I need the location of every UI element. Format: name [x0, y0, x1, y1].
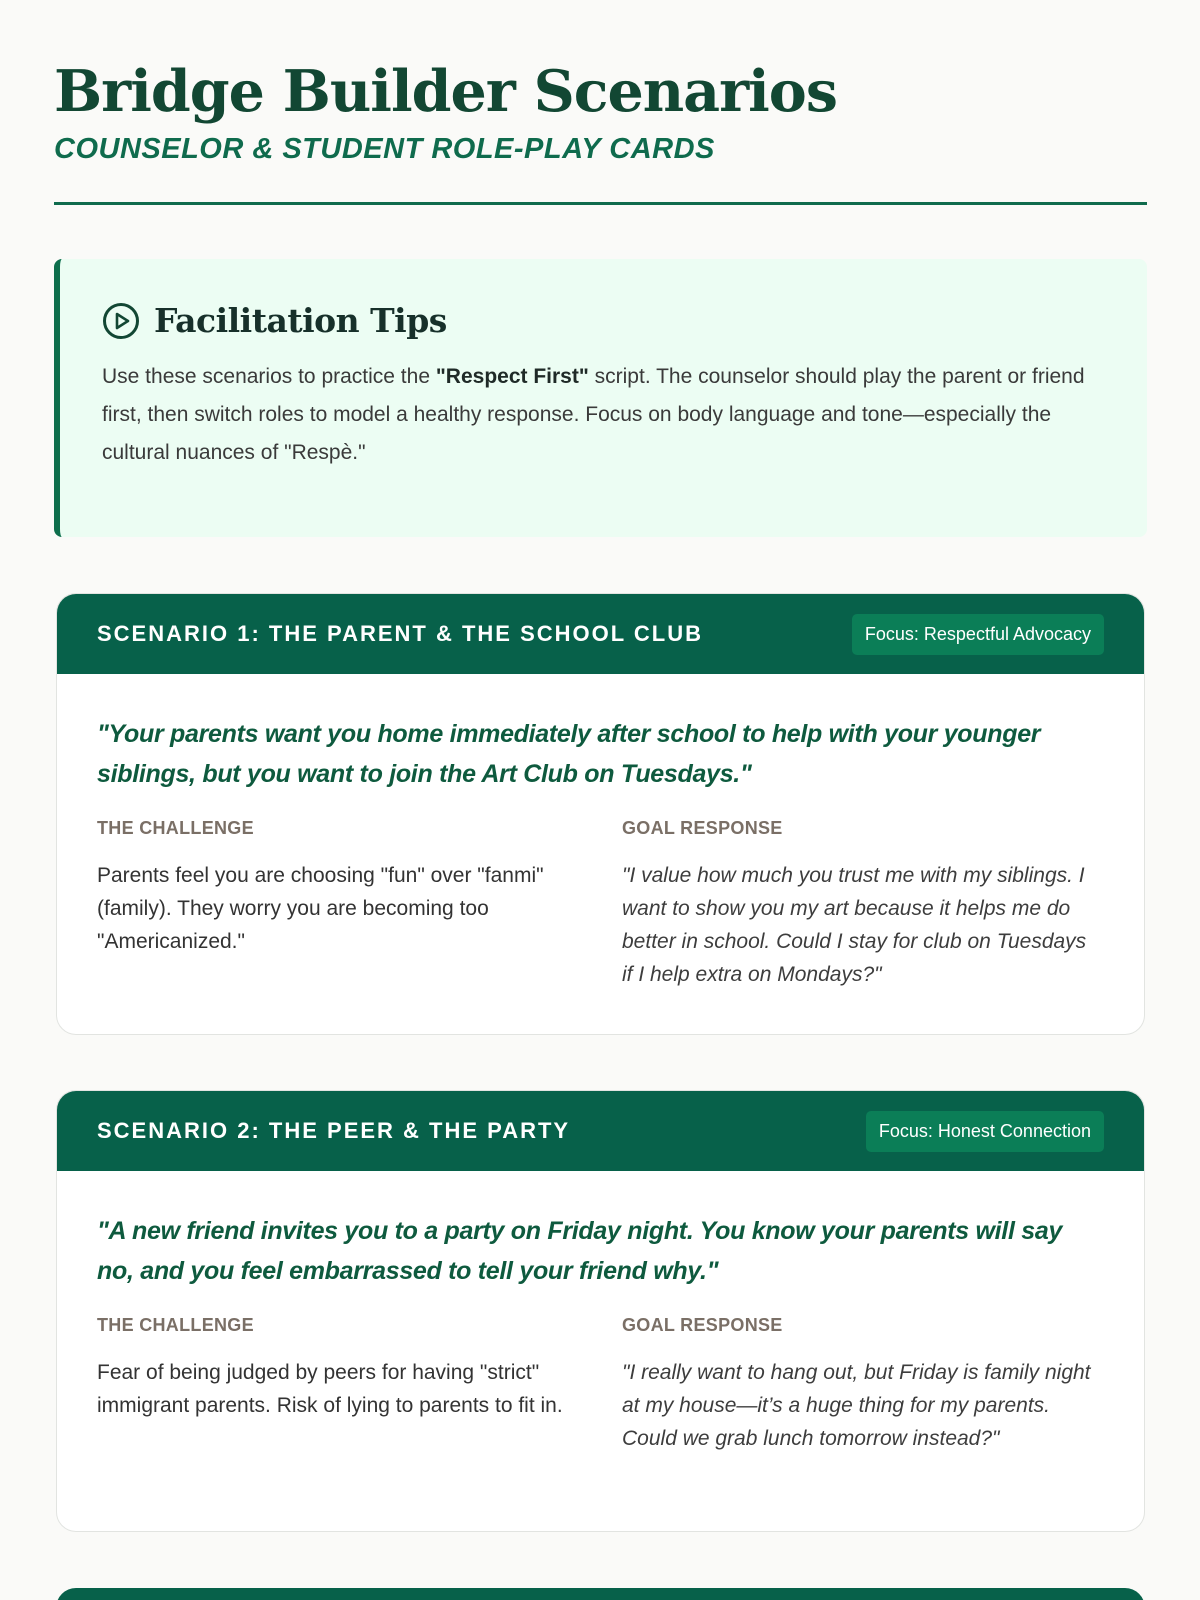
tips-body [102, 358, 1102, 472]
challenge-column [97, 818, 622, 991]
tips-title: Facilitation Tips [154, 301, 447, 340]
scenario-title: SCENARIO 1: THE PARENT & THE SCHOOL CLUB [97, 621, 703, 646]
goal-label: GOAL RESPONSE [622, 1315, 783, 1335]
focus-badge: Focus: Honest Connection [866, 1111, 1104, 1152]
scenario-card [56, 593, 1145, 1035]
facilitation-tips-panel [54, 259, 1147, 537]
play-circle-icon [102, 302, 140, 340]
page-title: Bridge Builder Scenarios [54, 58, 837, 125]
tips-body-emphasis: "Respect First" [435, 365, 589, 388]
goal-text: "I value how much you trust me with my siblings. I want to show you my art because it helps me do better in school. Could I stay for club on Tuesdays if I help extra on Mondays?" [622, 864, 1087, 986]
challenge-text: Fear of being judged by peers for having "strict" immigrant parents. Risk of lying to parents to fit in. [97, 1361, 563, 1417]
challenge-label: THE CHALLENGE [97, 1315, 254, 1335]
tips-body-rest: script. The counselor should play the parent or friend first, then switch roles to model a healthy response. Focus on body language and tone—especially the cultural nuances of "Respè." [102, 365, 1085, 464]
goal-column [622, 1315, 1092, 1455]
scenario-columns [97, 1315, 1104, 1455]
scenario-columns [97, 818, 1104, 991]
scenario-quote: "Your parents want you home immediately after school to help with your younger siblings, but you want to join the Art Club on Tuesdays." [97, 720, 1041, 788]
goal-label: GOAL RESPONSE [622, 818, 783, 838]
focus-badge: Focus: Respectful Advocacy [852, 614, 1104, 655]
challenge-text: Parents feel you are choosing "fun" over "fanmi" (family). They worry you are becoming too "Americanized." [97, 864, 544, 953]
scenario-title: SCENARIO 2: THE PEER & THE PARTY [97, 1118, 571, 1143]
scenario-card-header [57, 594, 1144, 674]
scenario-card-header [57, 1091, 1144, 1171]
challenge-label: THE CHALLENGE [97, 818, 254, 838]
challenge-column [97, 1315, 622, 1455]
tips-header [102, 301, 1107, 340]
page-subtitle: COUNSELOR & STUDENT ROLE-PLAY CARDS [54, 133, 715, 165]
header-divider [54, 202, 1147, 205]
scenario-card-body [57, 674, 1144, 991]
tips-body-intro: Use these scenarios to practice the [102, 365, 436, 388]
scenario-card-next-header [56, 1588, 1145, 1600]
scenario-card [56, 1090, 1145, 1532]
goal-text: "I really want to hang out, but Friday is family night at my house—it’s a huge thing for my parents. Could we grab lunch tomorrow instead?" [622, 1361, 1091, 1450]
scenario-card-body [57, 1171, 1144, 1455]
goal-column [622, 818, 1092, 991]
scenario-quote: "A new friend invites you to a party on Friday night. You know your parents will say no, and you feel embarrassed to tell your friend why." [97, 1217, 1063, 1285]
